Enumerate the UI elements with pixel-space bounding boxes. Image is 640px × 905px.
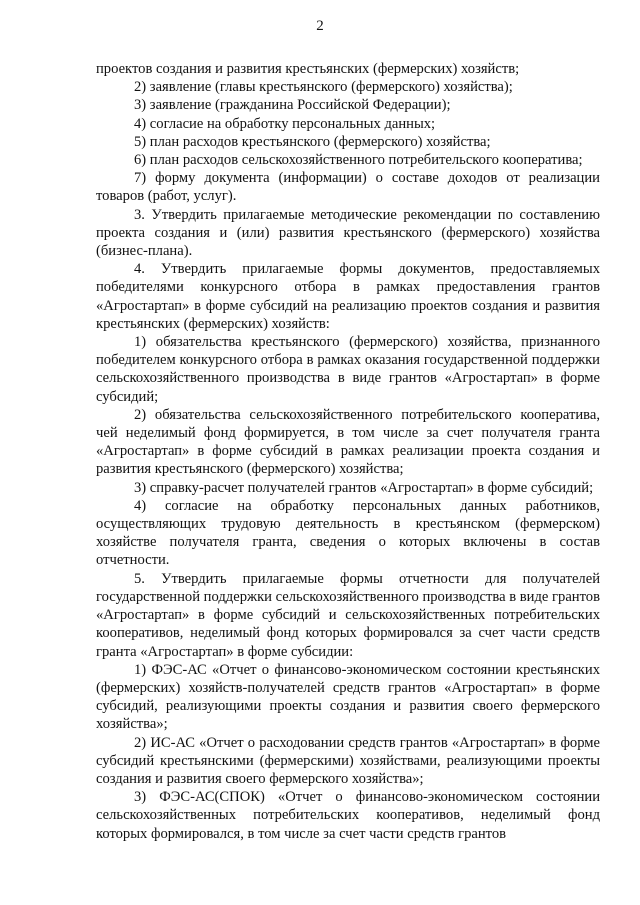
paragraph-section-5-item-2: 2) ИС-АС «Отчет о расходовании средств грантов «Агростартап» в форме субсидий крестьянскими (фермерскими) хозяйствами, реализующими проекты создания и развития своего фермерского хозяйства»; — [96, 734, 600, 787]
paragraph-section-5-item-3: 3) ФЭС-АС(СПОК) «Отчет о финансово-экономическом состоянии сельскохозяйственных потребительских кооперативов, неделимый фонд которых формировался, в том числе за счет части средств грантов — [96, 789, 600, 842]
paragraph-item-6-cooperative-plan: 6) план расходов сельскохозяйственного потребительского кооператива; — [134, 152, 583, 169]
document-body — [96, 60, 600, 843]
paragraph-section-3: 3. Утвердить прилагаемые методические рекомендации по составлению проекта создания и (или) развития крестьянского (фермерского) хозяйства (бизнес-плана). — [96, 206, 600, 260]
paragraph-item-3-application-citizen: 3) заявление (гражданина Российской Федерации); — [134, 97, 451, 114]
paragraph-item-5-expense-plan: 5) план расходов крестьянского (фермерского) хозяйства; — [134, 133, 491, 150]
paragraph-item-4-consent: 4) согласие на обработку персональных данных; — [134, 115, 436, 132]
paragraph-section-4-item-4: 4) согласие на обработку персональных данных работников, осуществляющих трудовую деятельность в крестьянском (фермерском) хозяйстве получателя гранта, сведения о которых включены в состав отчетности. — [96, 497, 600, 569]
paragraph-section-4-item-1: 1) обязательства крестьянского (фермерского) хозяйства, признанного победителем конкурсного отбора в рамках оказания государственной поддержки сельскохозяйственного производства в виде грантов «Агростартап» в форме субсидий; — [96, 334, 600, 405]
paragraph-section-5-item-1: 1) ФЭС-АС «Отчет о финансово-экономическом состоянии крестьянских (фермерских) хозяйств-получателей средств грантов «Агростартап» в форме субсидий, реализующими проекты создания и развития своего фермерского хозяйства»; — [96, 661, 600, 733]
paragraph-section-4-item-2: 2) обязательства сельскохозяйственного потребительского кооператива, чей неделимый фонд формируется, в том числе за счет получателя гранта «Агростартап» в форме субсидий в рамках реализации проекта создания и развития крестьянского (фермерского) хозяйства; — [96, 406, 600, 478]
paragraph-section-4-item-3: 3) справку-расчет получателей грантов «Агростартап» в форме субсидий; — [134, 479, 594, 496]
paragraph-section-4: 4. Утвердить прилагаемые формы документов, предоставляемых победителями конкурсного отбора в рамках предоставления грантов «Агростартап» в форме субсидий на реализацию проектов создания и развития крестьянских (фермерских) хозяйств: — [96, 261, 600, 332]
page-number: 2 — [316, 18, 324, 34]
paragraph-continuation: проектов создания и развития крестьянских (фермерских) хозяйств; — [96, 61, 520, 77]
paragraph-item-7-income-form: 7) форму документа (информации) о составе доходов от реализации товаров (работ, услуг). — [96, 170, 600, 205]
paragraph-item-2-application-head: 2) заявление (главы крестьянского (фермерского) хозяйства); — [134, 79, 513, 96]
paragraph-section-5: 5. Утвердить прилагаемые формы отчетности для получателей государственной поддержки сельскохозяйственного производства в виде грантов «Агростартап» в форме субсидий и сельскохозяйственных потребительских кооперативов, неделимый фонд которых формировался за счет части средств гранта «Агростартап» в форме субсидии: — [96, 570, 600, 660]
